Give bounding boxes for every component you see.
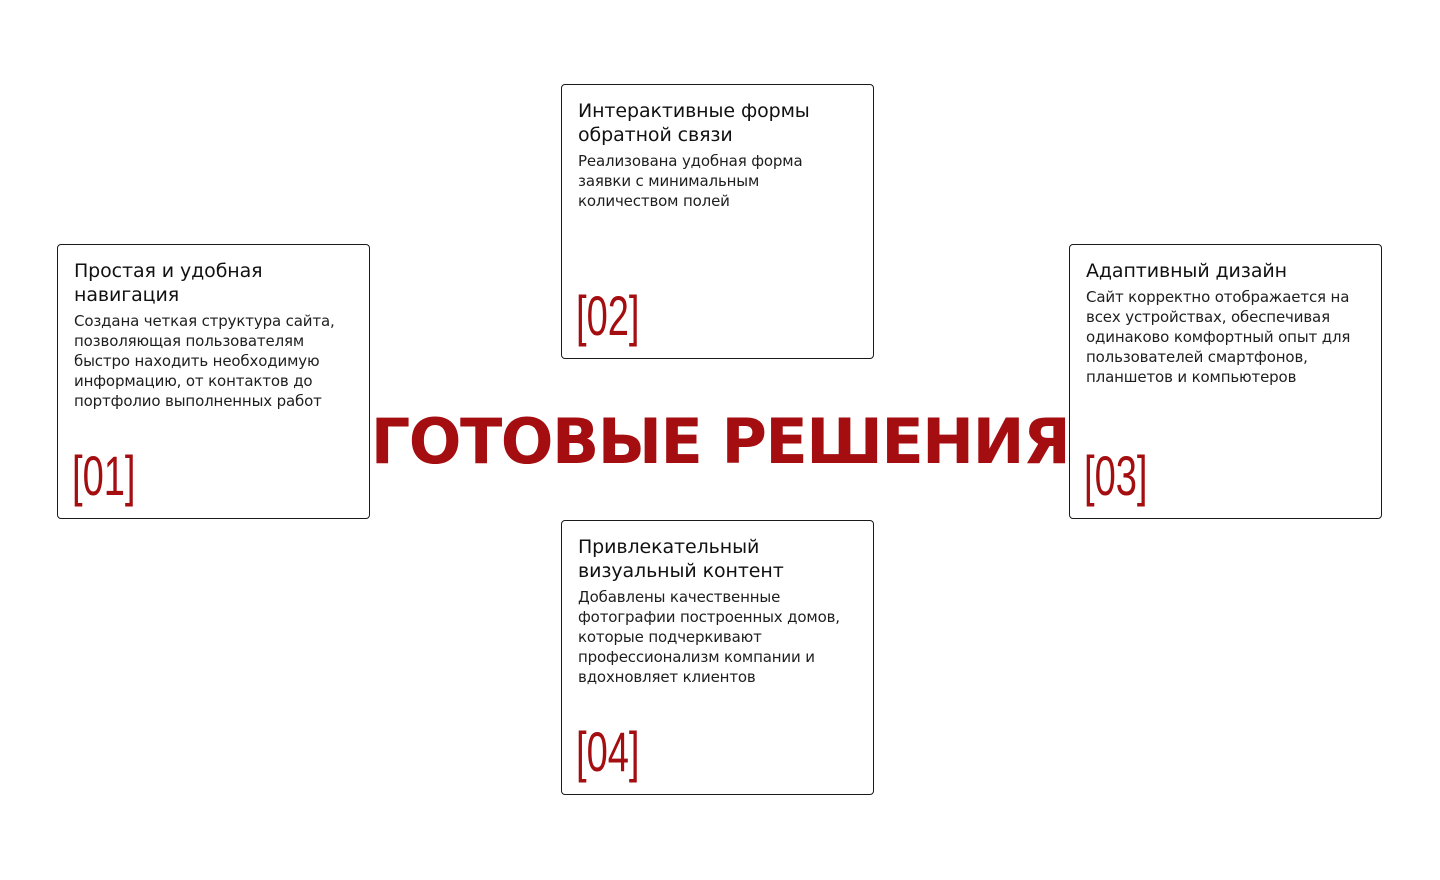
card-title: Привлекательный визуальный контент — [578, 536, 784, 582]
card-number: [02] — [576, 284, 640, 347]
card-number: [04] — [576, 720, 640, 783]
feature-card-visual-content — [561, 520, 874, 795]
card-description: Добавлены качественные фотографии построенных домов, которые подчеркивают профессионализм компании и вдохновляет клиентов — [578, 588, 840, 686]
card-description: Создана четкая структура сайта, позволяющая пользователям быстро находить необходимую информацию, от контактов до портфолио выполненных работ — [74, 312, 335, 410]
card-title: Адаптивный дизайн — [1086, 260, 1287, 282]
card-number: [01] — [72, 444, 136, 507]
card-number: [03] — [1084, 444, 1148, 507]
card-title: Интерактивные формы обратной связи — [578, 100, 810, 146]
card-title: Простая и удобная навигация — [74, 260, 263, 306]
card-description: Реализована удобная форма заявки с минимальным количеством полей — [578, 152, 803, 210]
card-description: Сайт корректно отображается на всех устройствах, обеспечивая одинаково комфортный опыт для пользователей смартфонов, планшетов и компьютеров — [1086, 288, 1351, 386]
page-headline: ГОТОВЫЕ РЕШЕНИЯ — [370, 405, 1070, 478]
feature-card-feedback-forms — [561, 84, 874, 359]
